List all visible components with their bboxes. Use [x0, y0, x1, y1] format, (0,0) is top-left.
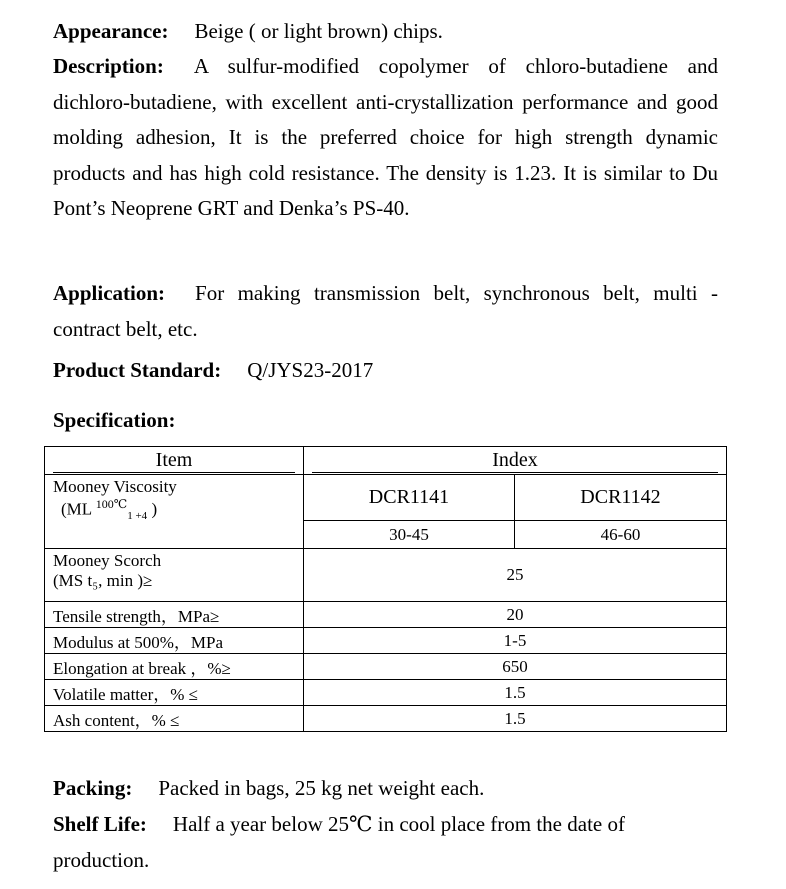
row-value: 1.5	[304, 706, 727, 732]
header-index-cell	[304, 447, 727, 475]
packing-text: Packed in bags, 25 kg net weight each.	[158, 776, 485, 800]
scorch-condition: (MS t₅, min )≥	[53, 571, 153, 590]
row-label: Ash content，% ≤	[45, 706, 304, 732]
range-1: 30-45	[304, 521, 515, 549]
row-label: Modulus at 500%，MPa	[45, 628, 304, 654]
row-value: 650	[304, 654, 727, 680]
table-row	[45, 654, 727, 680]
row-label: Elongation at break ，%≥	[45, 654, 304, 680]
standard-text: Q/JYS23-2017	[247, 358, 374, 382]
shelf-life-label: Shelf Life:	[53, 812, 147, 836]
scorch-label-cell	[45, 549, 304, 602]
row-value: 1.5	[304, 680, 727, 706]
mooney-condition: (ML $^{100℃}_{1 +4}$ )	[61, 497, 158, 523]
table-row	[45, 549, 727, 602]
packing-label: Packing:	[53, 776, 133, 800]
appearance-label: Appearance:	[53, 19, 169, 43]
table-row	[45, 475, 727, 521]
row-value: 1-5	[304, 628, 727, 654]
table-row	[45, 680, 727, 706]
table-row	[45, 602, 727, 628]
row-label: Volatile matter，% ≤	[45, 680, 304, 706]
mooney-label: Mooney Viscosity	[53, 477, 177, 496]
packing-line	[53, 771, 718, 807]
specification-table	[44, 446, 727, 732]
specification-title: Specification:	[53, 408, 176, 432]
standard-label: Product Standard:	[53, 358, 222, 382]
row-value: 20	[304, 602, 727, 628]
application-text: For making transmission belt, synchronous belt, multi - contract belt, etc.	[53, 281, 718, 341]
shelf-life-paragraph	[53, 807, 673, 878]
table-header-row	[45, 447, 727, 475]
row-label: Tensile strength，MPa≥	[45, 602, 304, 628]
description-paragraph	[53, 49, 718, 227]
grade-1: DCR1141	[304, 475, 515, 521]
standard-line	[53, 353, 718, 389]
header-item-cell	[45, 447, 304, 475]
range-2: 46-60	[515, 521, 727, 549]
shelf-life-text: Half a year below 25℃ in cool place from the date of production.	[53, 812, 625, 872]
table-row	[45, 706, 727, 732]
description-text: A sulfur-modified copolymer of chloro-butadiene and dichloro-butadiene, with excellent anti-crystallization performance and good molding adhesion, It is the preferred choice for high strength dynamic products and has high cold resistance. The density is 1.23. It is similar to Du Pont’s Neoprene GRT and Denka’s PS-40.	[53, 54, 718, 220]
application-label: Application:	[53, 281, 166, 305]
mooney-label-cell	[45, 475, 304, 549]
scorch-value: 25	[304, 549, 727, 602]
header-item: Item	[53, 449, 295, 473]
appearance-text: Beige ( or light brown) chips.	[194, 19, 443, 43]
application-paragraph	[53, 276, 718, 347]
table-row	[45, 628, 727, 654]
appearance-line	[53, 14, 718, 50]
description-label: Description:	[53, 54, 164, 78]
header-index: Index	[312, 449, 718, 473]
scorch-label: Mooney Scorch	[53, 551, 162, 570]
grade-2: DCR1142	[515, 475, 727, 521]
